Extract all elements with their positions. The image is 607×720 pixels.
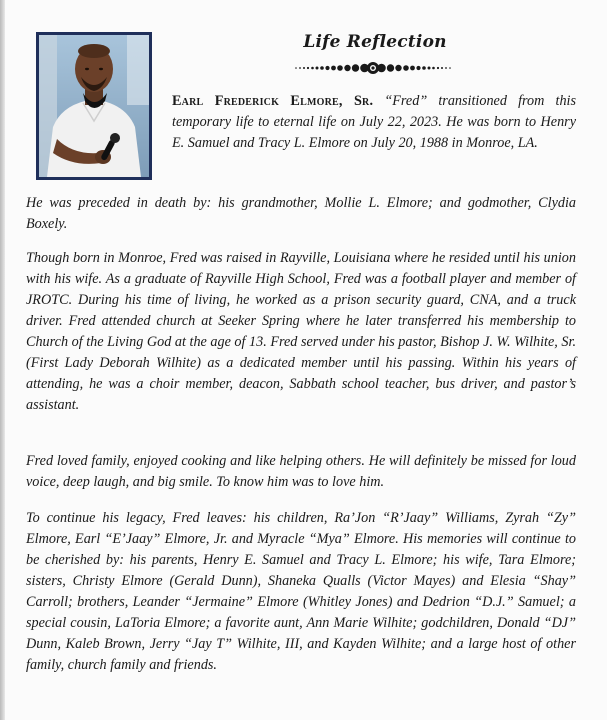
personality-paragraph: Fred loved family, enjoyed cooking and like helping others. He will definitely be missed for loud voice, deep laugh, and big smile. To know him was to love him. [26,453,576,490]
ornamental-divider [292,60,454,76]
portrait-photo [36,32,152,180]
intro-text: “Fred” transitioned from this temporary life to eternal life on July 22, 2023. He was born to Henry E. Samuel and Tracy L. Elmore on July 20, 1988 in Monroe, LA. [172,93,576,151]
biography-paragraph: Though born in Monroe, Fred was raised in Rayville, Louisiana where he resided until his union with his wife. As a graduate of Rayville High School, Fred was a football player and member of JROTC. During his time of living, he worked as a prison security guard, CNA, and a truck driver. Fred attended church at Seeker Spring where he later transferred his membership to Church of the Living God at the age of 13. Fred served under his pastor, Bishop J. W. Wilhite, Sr. (First Lady Deborah Wilhite) as a dedicated member until his passing. Within his years of attending, he was a choir member, deacon, Sabbath school teacher, bus driver, and pastor’s assistant. [26,250,576,413]
survivors-paragraph: To continue his legacy, Fred leaves: his children, Ra’Jon “R’Jaay” Williams, Zyrah “Zy” Elmore, Earl “E’Jaay” Elmore, Jr. and Myracle “Mya” Elmore. His memories will continue to be cherished by: his parents, Henry E. Samuel and Tracy L. Elmore; his wife, Tara Elmore; sisters, Christy Elmore (Gerald Dunn), Shaneka Qualls (Victor Mayes) and Elesia “Shay” Carroll; brothers, Leander “Jermaine” Elmore (Whitley Jones) and Dedrion “D.J.” Samuel; a special cousin, LaToria Elmore; a favorite aunt, Ann Marie Wilhite; godchildren, Donald “DJ” Dunn, Kaleb Brown, Jerry “Jay T” Wilhite, III, and Kayden Wilhite; and a large host of other family, church family and friends. [26,510,576,673]
preceded-in-death-paragraph: He was preceded in death by: his grandmother, Mollie L. Elmore; and godmother, Clydia Boxely. [26,195,576,232]
portrait-illustration [39,35,149,177]
page-title: Life Reflection [303,32,447,52]
deceased-name: Earl Frederick Elmore, Sr. [172,93,374,109]
intro-paragraph [172,91,576,154]
page-edge [0,0,5,720]
